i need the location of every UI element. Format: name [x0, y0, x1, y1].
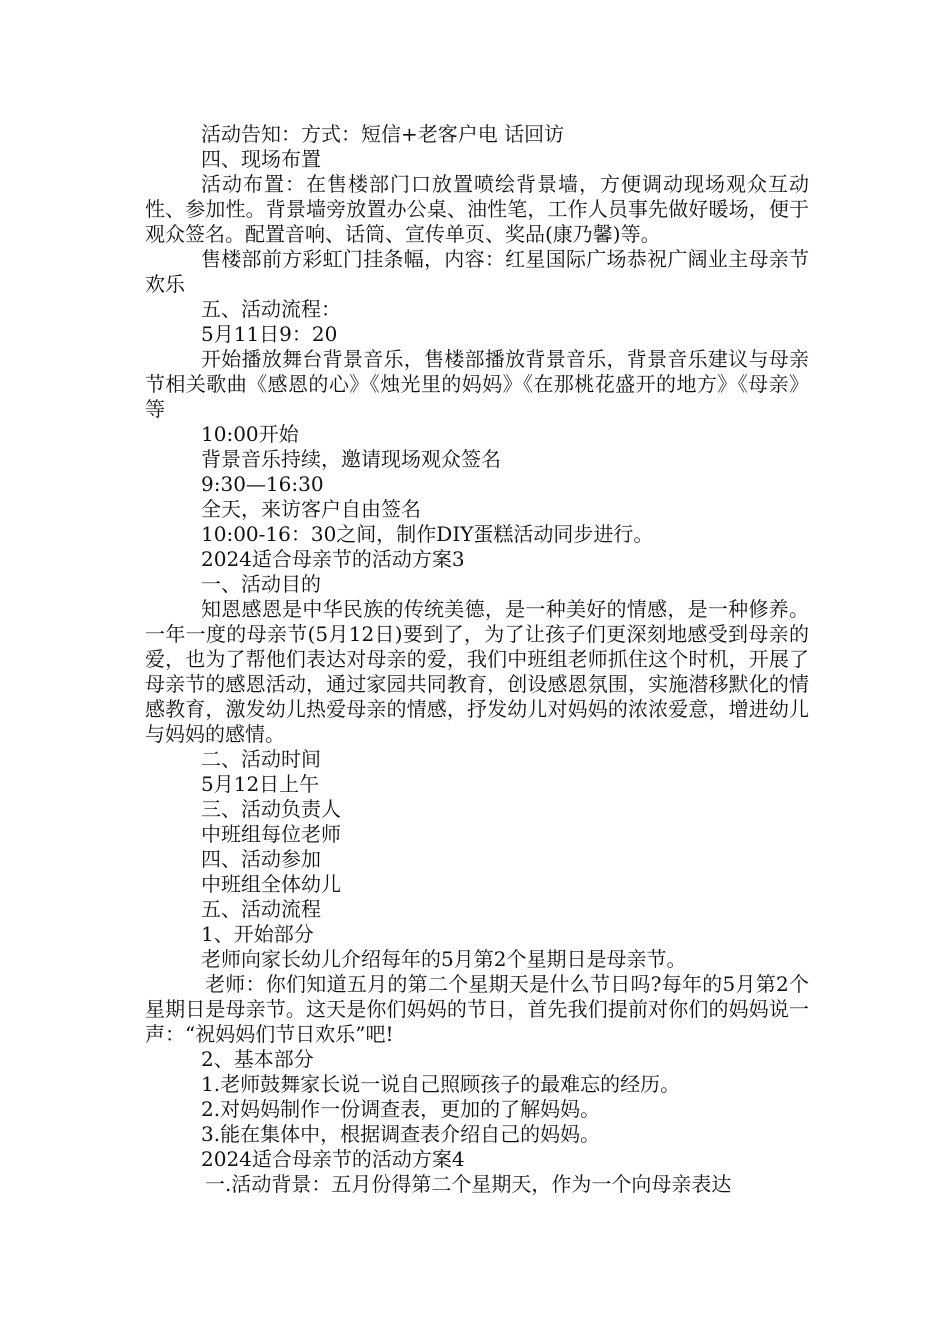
section-heading: 四、活动参加	[201, 847, 321, 871]
paragraph: 活动布置：在售楼部门口放置喷绘背景墙，方便调动现场观众互动性、参加性。背景墙旁放置办公桌、油性笔，工作人员事先做好暖场，便于观众签名。配置音响、话筒、宣传单页、奖品(康乃馨)等。	[145, 172, 809, 246]
paragraph: 中班组全体幼儿	[201, 872, 341, 896]
document-body	[145, 122, 809, 1197]
list-item: 3.能在集体中，根据调查表介绍自己的妈妈。	[201, 1122, 601, 1146]
paragraph: 5月12日上午	[201, 772, 320, 796]
paragraph: 老师向家长幼儿介绍每年的5月第2个星期日是母亲节。	[201, 947, 687, 971]
section-heading: 五、活动流程：	[201, 297, 341, 321]
paragraph: 一.活动背景：五月份得第二个星期天，作为一个向母亲表达	[205, 1172, 732, 1196]
sub-heading: 1、开始部分	[201, 922, 314, 946]
section-heading: 一、活动目的	[201, 572, 321, 596]
paragraph: 全天，来访客户自由签名	[201, 497, 421, 521]
list-item: 1.老师鼓舞家长说一说自己照顾孩子的最难忘的经历。	[201, 1072, 681, 1096]
paragraph: 售楼部前方彩虹门挂条幅，内容：红星国际广场恭祝广阔业主母亲节欢乐	[145, 247, 809, 296]
paragraph: 知恩感恩是中华民族的传统美德，是一种美好的情感，是一种修养。一年一度的母亲节(5月12日)要到了，为了让孩子们更深刻地感受到母亲的爱，也为了帮他们表达对母亲的爱，我们中班组老师抓住这个时机，开展了母亲节的感恩活动，通过家园共同教育，创设感恩氛围，实施潜移默化的情感教育，激发幼儿热爱母亲的情感，抒发幼儿对妈妈的浓浓爱意，增进幼儿与妈妈的感情。	[145, 597, 809, 746]
paragraph: 开始播放舞台背景音乐，售楼部播放背景音乐，背景音乐建议与母亲节相关歌曲《感恩的心》《烛光里的妈妈》《在那桃花盛开的地方》《母亲》等	[145, 347, 809, 421]
sub-heading: 2、基本部分	[201, 1047, 314, 1071]
paragraph: 10:00-16：30之间，制作DIY蛋糕活动同步进行。	[201, 522, 654, 546]
section-heading: 四、现场布置	[201, 147, 321, 171]
paragraph: 中班组每位老师	[201, 822, 341, 846]
section-heading: 五、活动流程	[201, 897, 321, 921]
plan-title: 2024适合母亲节的活动方案3	[201, 547, 465, 571]
paragraph: 5月11日9：20	[201, 322, 338, 346]
paragraph: 10:00开始	[201, 422, 299, 446]
plan-title: 2024适合母亲节的活动方案4	[201, 1147, 465, 1171]
paragraph: 背景音乐持续，邀请现场观众签名	[201, 447, 501, 471]
paragraph: 9:30—16:30	[201, 472, 324, 496]
paragraph: 活动告知：方式：短信+老客户电 话回访	[201, 122, 565, 146]
list-item: 2.对妈妈制作一份调查表，更加的了解妈妈。	[201, 1097, 601, 1121]
paragraph: 老师：你们知道五月的第二个星期天是什么节日吗?每年的5月第2个星期日是母亲节。这天是你们妈妈的节日，首先我们提前对你们的妈妈说一声：“祝妈妈们节日欢乐”吧!	[145, 972, 809, 1046]
section-heading: 二、活动时间	[201, 747, 321, 771]
section-heading: 三、活动负责人	[201, 797, 341, 821]
